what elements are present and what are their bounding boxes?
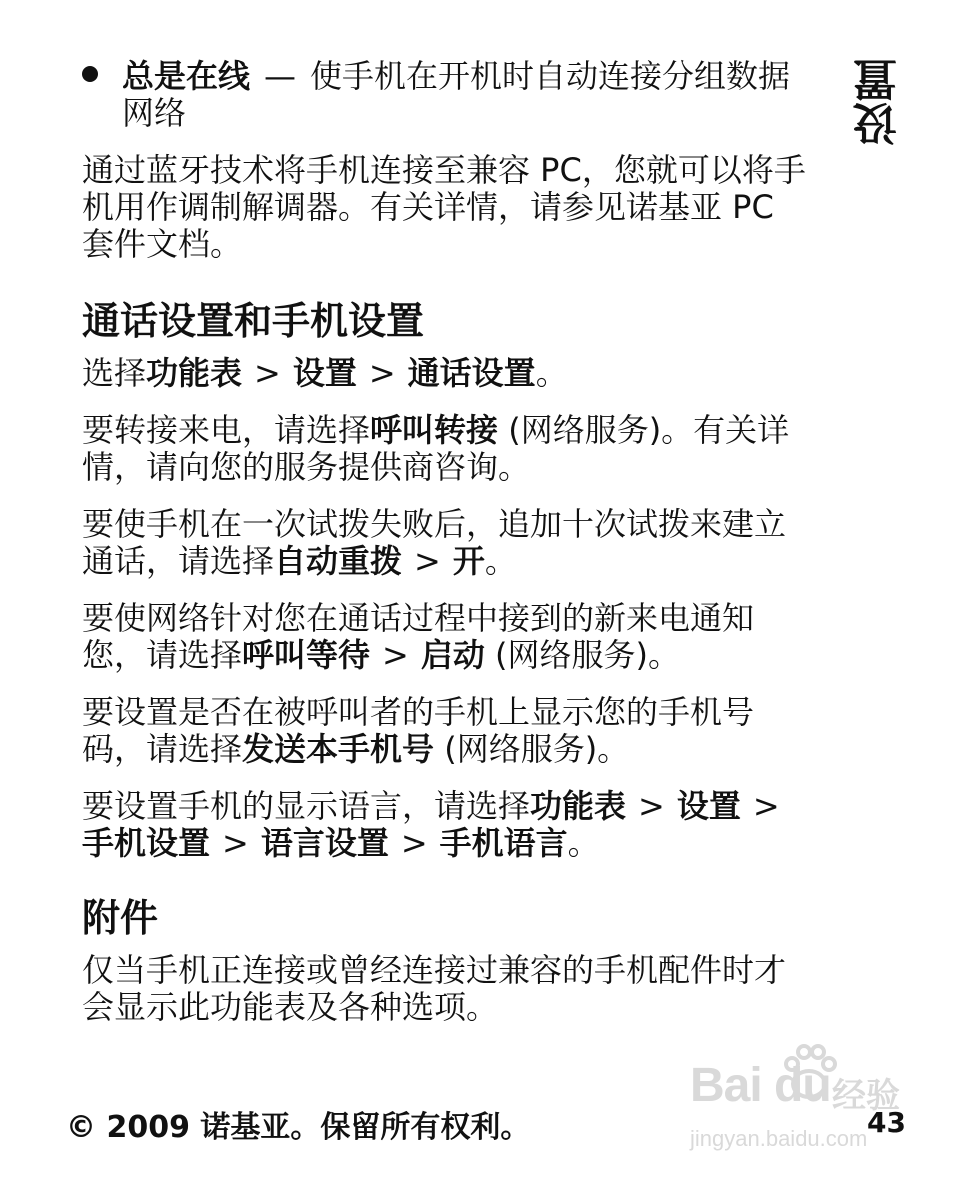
paragraph-phone-language: 要设置手机的显示语言，请选择功能表 > 设置 >手机设置 > 语言设置 > 手机语言。 bbox=[82, 787, 780, 862]
paragraph-call-forwarding: 要转接来电，请选择呼叫转接 (网络服务)。有关详情，请向您的服务提供商咨询。 bbox=[82, 411, 790, 486]
page-number: 43 bbox=[867, 1106, 906, 1139]
bullet-dash: — bbox=[264, 57, 297, 95]
paw-icon bbox=[776, 1040, 842, 1106]
page-content bbox=[82, 58, 812, 1046]
page-footer bbox=[66, 1102, 906, 1146]
watermark-cn-text: 经验 bbox=[832, 1076, 900, 1116]
bullet-term: 总是在线 bbox=[122, 57, 251, 95]
bullet-text: 使手机在开机时自动连接分组数据网络 bbox=[122, 57, 791, 132]
paragraph-send-caller-id: 要设置是否在被呼叫者的手机上显示您的手机号码，请选择发送本手机号 (网络服务)。 bbox=[82, 693, 755, 768]
watermark-url: jingyan.baidu.com bbox=[690, 1126, 868, 1151]
bullet-always-online bbox=[82, 58, 812, 132]
intro-paragraph: 通过蓝牙技术将手机连接至兼容 PC，您就可以将手机用作调制解调器。有关详情，请参见诺基亚 PC 套件文档。 bbox=[82, 151, 806, 263]
copyright-notice: © 2009 诺基亚。保留所有权利。 bbox=[66, 1110, 531, 1145]
heading-call-settings: 通话设置和手机设置 bbox=[82, 299, 425, 343]
section-side-tab: 设置 bbox=[854, 58, 905, 146]
watermark-logo-text: Bai du bbox=[690, 1059, 831, 1112]
bullet-dot-icon bbox=[82, 66, 98, 82]
paragraph-accessories: 仅当手机正连接或曾经连接过兼容的手机配件时才会显示此功能表及各种选项。 bbox=[82, 951, 787, 1026]
heading-accessories: 附件 bbox=[82, 896, 159, 940]
paragraph-auto-redial: 要使手机在一次试拨失败后，追加十次试拨来建立通话，请选择自动重拨 > 开。 bbox=[82, 505, 787, 580]
menu-path-call-settings: 选择功能表 > 设置 > 通话设置。 bbox=[82, 354, 568, 392]
paragraph-call-waiting: 要使网络针对您在通话过程中接到的新来电通知您，请选择呼叫等待 > 启动 (网络服务)。 bbox=[82, 599, 755, 674]
